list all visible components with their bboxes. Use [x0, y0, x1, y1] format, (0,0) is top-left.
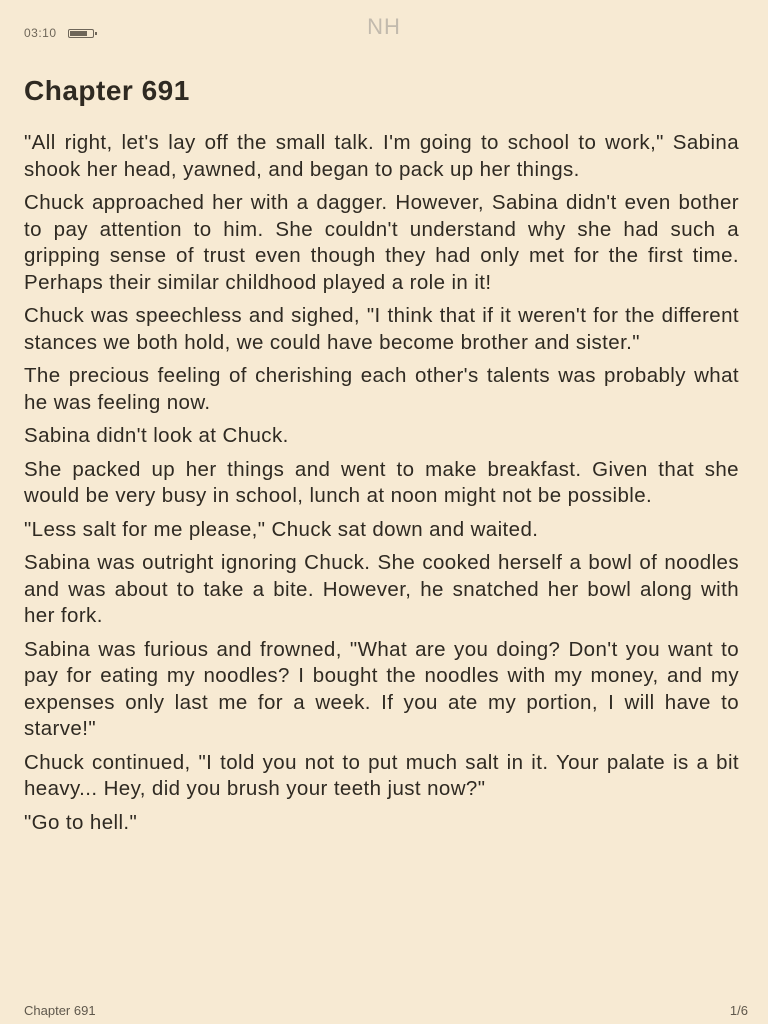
footer-chapter-label: Chapter 691: [24, 1003, 96, 1018]
chapter-title: Chapter 691: [24, 75, 190, 106]
paragraph: Sabina was outright ignoring Chuck. She cooked herself a bowl of noodles and was about to take a bite. However, he snatched her bowl along with her fork.: [24, 551, 739, 627]
paragraph: Chuck approached her with a dagger. However, Sabina didn't even bother to pay attention to him. She couldn't understand why she had such a gripping sense of trust even though they had only met for the first time. Perhaps their similar childhood played a role in it!: [24, 191, 739, 294]
status-bar: [0, 0, 768, 60]
page-indicator: 1/6: [729, 1003, 748, 1018]
paragraph: Sabina didn't look at Chuck.: [24, 424, 289, 447]
paragraph: Chuck continued, "I told you not to put much salt in it. Your palate is a bit heavy... Hey, did you brush your teeth just now?": [24, 750, 739, 800]
paragraph: She packed up her things and went to make breakfast. Given that she would be very busy in school, lunch at noon might not be possible.: [24, 457, 739, 507]
paragraph: "All right, let's lay off the small talk. I'm going to school to work," Sabina shook her head, yawned, and began to pack up her things.: [24, 131, 739, 181]
status-time: 03:10: [24, 26, 57, 40]
paragraph: Chuck was speechless and sighed, "I think that if it weren't for the different stances we both hold, we could have become brother and sister.": [24, 304, 739, 354]
paragraph: "Go to hell.": [24, 810, 138, 834]
brand-logo: NH: [367, 14, 401, 39]
paragraph: Sabina was furious and frowned, "What are you doing? Don't you want to pay for eating my noodles? I bought the noodles with my money, and my expenses only last me for a week. If you ate my portion, I will have to starve!": [24, 637, 739, 740]
paragraph: The precious feeling of cherishing each other's talents was probably what he was feeling now.: [24, 364, 739, 414]
paragraph: "Less salt for me please," Chuck sat down and waited.: [24, 517, 539, 541]
footer: [0, 1003, 768, 1023]
chapter-content[interactable]: [24, 130, 739, 843]
